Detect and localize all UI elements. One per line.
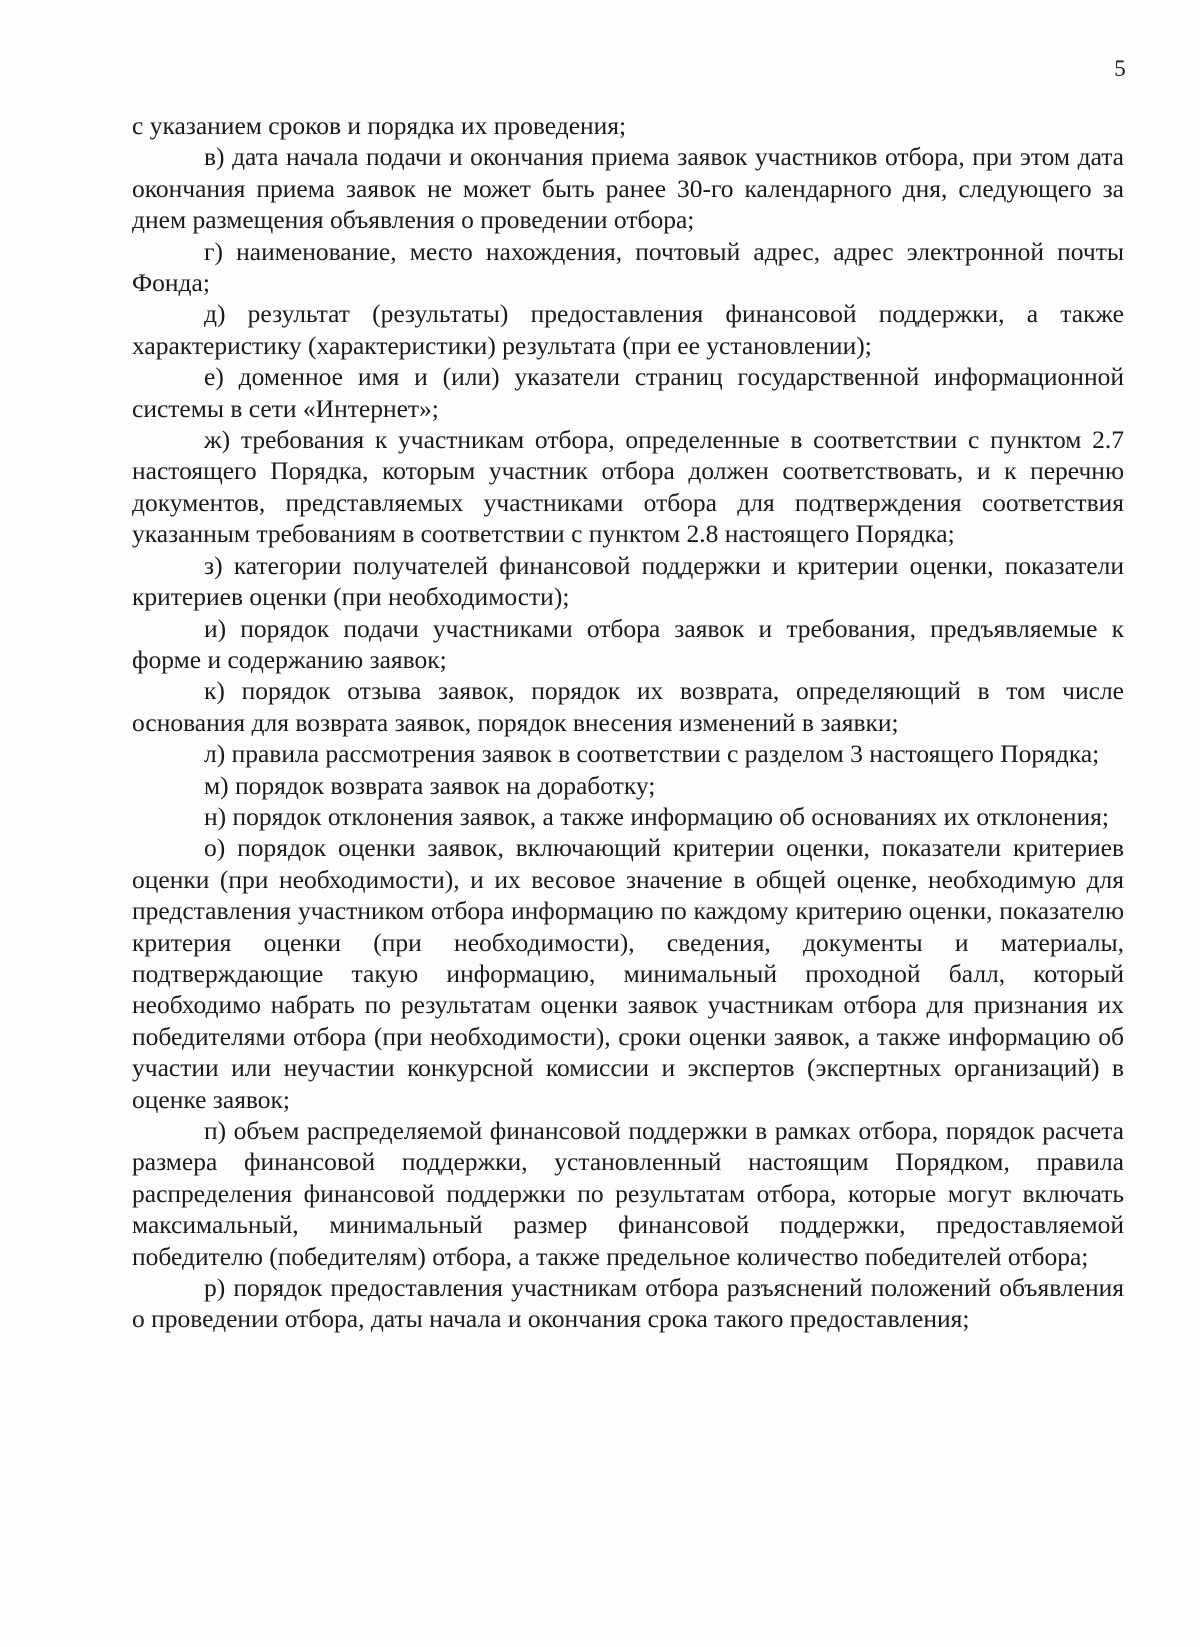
paragraph-item-l: л) правила рассмотрения заявок в соответствии с разделом 3 настоящего Порядка; — [204, 739, 1100, 769]
page-number: 5 — [1114, 56, 1126, 81]
paragraph-item-e: е) доменное имя и (или) указатели страниц государственной информационной системы в сети «Интернет»; — [132, 362, 1124, 423]
paragraph-item-n: н) порядок отклонения заявок, а также информацию об основаниях их отклонения; — [204, 801, 1109, 831]
paragraph-item-g: г) наименование, место нахождения, почтовый адрес, адрес электронной почты Фонда; — [132, 236, 1124, 298]
paragraph-continuation: с указанием сроков и порядка их проведения; — [132, 111, 627, 140]
paragraph-item-o: о) порядок оценки заявок, включающий критерии оценки, показатели критериев оценки (при необходимости), и их весовое значение в общей оценке, необходимую для представления участником отбора информацию по каждому критерию оценки, показателю критерия оценки (при необходимости), сведения, документы и материалы, подтверждающие такую информацию, минимальный проходной балл, который необходимо набрать по результатам оценки заявок участникам отбора для признания их победителями отбора (при необходимости), сроки оценки заявок, а также информацию об участии или неучастии конкурсной комиссии и экспертов (экспертных организаций) в оценке заявок; — [132, 833, 1124, 1114]
paragraph-item-d: д) результат (результаты) предоставления финансовой поддержки, а также характеристику (характеристики) результата (при ее установлении); — [132, 299, 1124, 360]
document-body — [132, 110, 1124, 1335]
paragraph-item-v: в) дата начала подачи и окончания приема заявок участников отбора, при этом дата окончания приема заявок не может быть ранее 30-го календарного дня, следующего за днем размещения объявления о проведении отбора; — [132, 142, 1124, 235]
paragraph-item-m: м) порядок возврата заявок на доработку; — [204, 770, 656, 800]
paragraph-item-zh: ж) требования к участникам отбора, определенные в соответствии с пунктом 2.7 настоящего Порядка, которым участник отбора должен соответствовать, и к перечню документов, представляемых участниками отбора для подтверждения соответствия указанным требованиям в соответствии с пунктом 2.8 настоящего Порядка; — [132, 425, 1124, 549]
paragraph-item-i: и) порядок подачи участниками отбора заявок и требования, предъявляемые к форме и содержанию заявок; — [132, 613, 1124, 674]
paragraph-item-k: к) порядок отзыва заявок, порядок их возврата, определяющий в том числе основания для возврата заявок, порядок внесения изменений в заявки; — [132, 676, 1124, 737]
paragraph-item-p: п) объем распределяемой финансовой поддержки в рамках отбора, порядок расчета размера финансовой поддержки, установленный настоящим Порядком, правила распределения финансовой поддержки по результатам отбора, которые могут включать максимальный, минимальный размер финансовой поддержки, предоставляемой победителю (победителям) отбора, а также предельное количество победителей отбора; — [132, 1116, 1124, 1271]
paragraph-item-z: з) категории получателей финансовой поддержки и критерии оценки, показатели критериев оценки (при необходимости); — [132, 550, 1124, 612]
paragraph-item-r: р) порядок предоставления участникам отбора разъяснений положений объявления о проведении отбора, даты начала и окончания срока такого предоставления; — [132, 1273, 1124, 1334]
